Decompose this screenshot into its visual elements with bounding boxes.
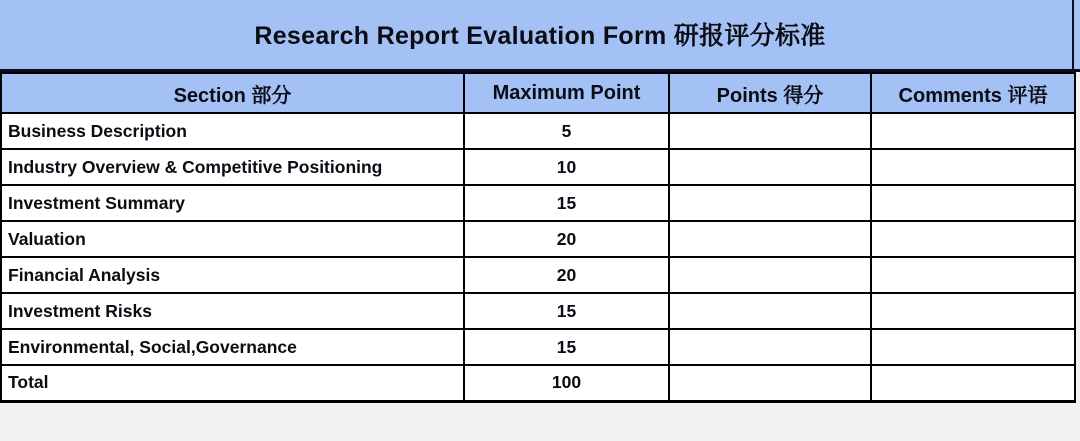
cell-max-point: 15 (464, 185, 669, 221)
cell-section: Investment Risks (1, 293, 464, 329)
cell-points (669, 185, 871, 221)
cell-max-point: 15 (464, 293, 669, 329)
cell-comments (871, 257, 1075, 293)
form-title-bar (0, 0, 1080, 72)
column-header-section: Section 部分 (1, 73, 464, 113)
cell-section: Investment Summary (1, 185, 464, 221)
cell-section: Valuation (1, 221, 464, 257)
cell-max-point: 100 (464, 365, 669, 401)
table-row (1, 149, 1075, 185)
cell-section: Environmental, Social,Governance (1, 329, 464, 365)
cell-comments (871, 149, 1075, 185)
cell-max-point: 20 (464, 221, 669, 257)
cell-points (669, 221, 871, 257)
cell-section: Business Description (1, 113, 464, 149)
cell-points (669, 365, 871, 401)
cell-max-point: 15 (464, 329, 669, 365)
cell-max-point: 10 (464, 149, 669, 185)
column-header-points: Points 得分 (669, 73, 871, 113)
cell-comments (871, 365, 1075, 401)
cell-points (669, 113, 871, 149)
form-title: Research Report Evaluation Form 研报评分标准 (254, 21, 826, 50)
cell-section: Industry Overview & Competitive Positioning (1, 149, 464, 185)
table-row (1, 185, 1075, 221)
cell-points (669, 293, 871, 329)
table-row-total (1, 365, 1075, 401)
title-right-rule (1072, 0, 1074, 72)
column-header-comments: Comments 评语 (871, 73, 1075, 113)
cell-comments (871, 113, 1075, 149)
table-row (1, 293, 1075, 329)
cell-section: Total (1, 365, 464, 401)
column-header-max-point: Maximum Point (464, 73, 669, 113)
cell-points (669, 257, 871, 293)
cell-comments (871, 293, 1075, 329)
cell-points (669, 149, 871, 185)
cell-points (669, 329, 871, 365)
table-row (1, 221, 1075, 257)
cell-max-point: 20 (464, 257, 669, 293)
cell-comments (871, 221, 1075, 257)
header-row (1, 73, 1075, 113)
table-row (1, 329, 1075, 365)
table-row (1, 257, 1075, 293)
cell-comments (871, 185, 1075, 221)
evaluation-table (0, 72, 1076, 403)
table-row (1, 113, 1075, 149)
cell-comments (871, 329, 1075, 365)
cell-max-point: 5 (464, 113, 669, 149)
cell-section: Financial Analysis (1, 257, 464, 293)
